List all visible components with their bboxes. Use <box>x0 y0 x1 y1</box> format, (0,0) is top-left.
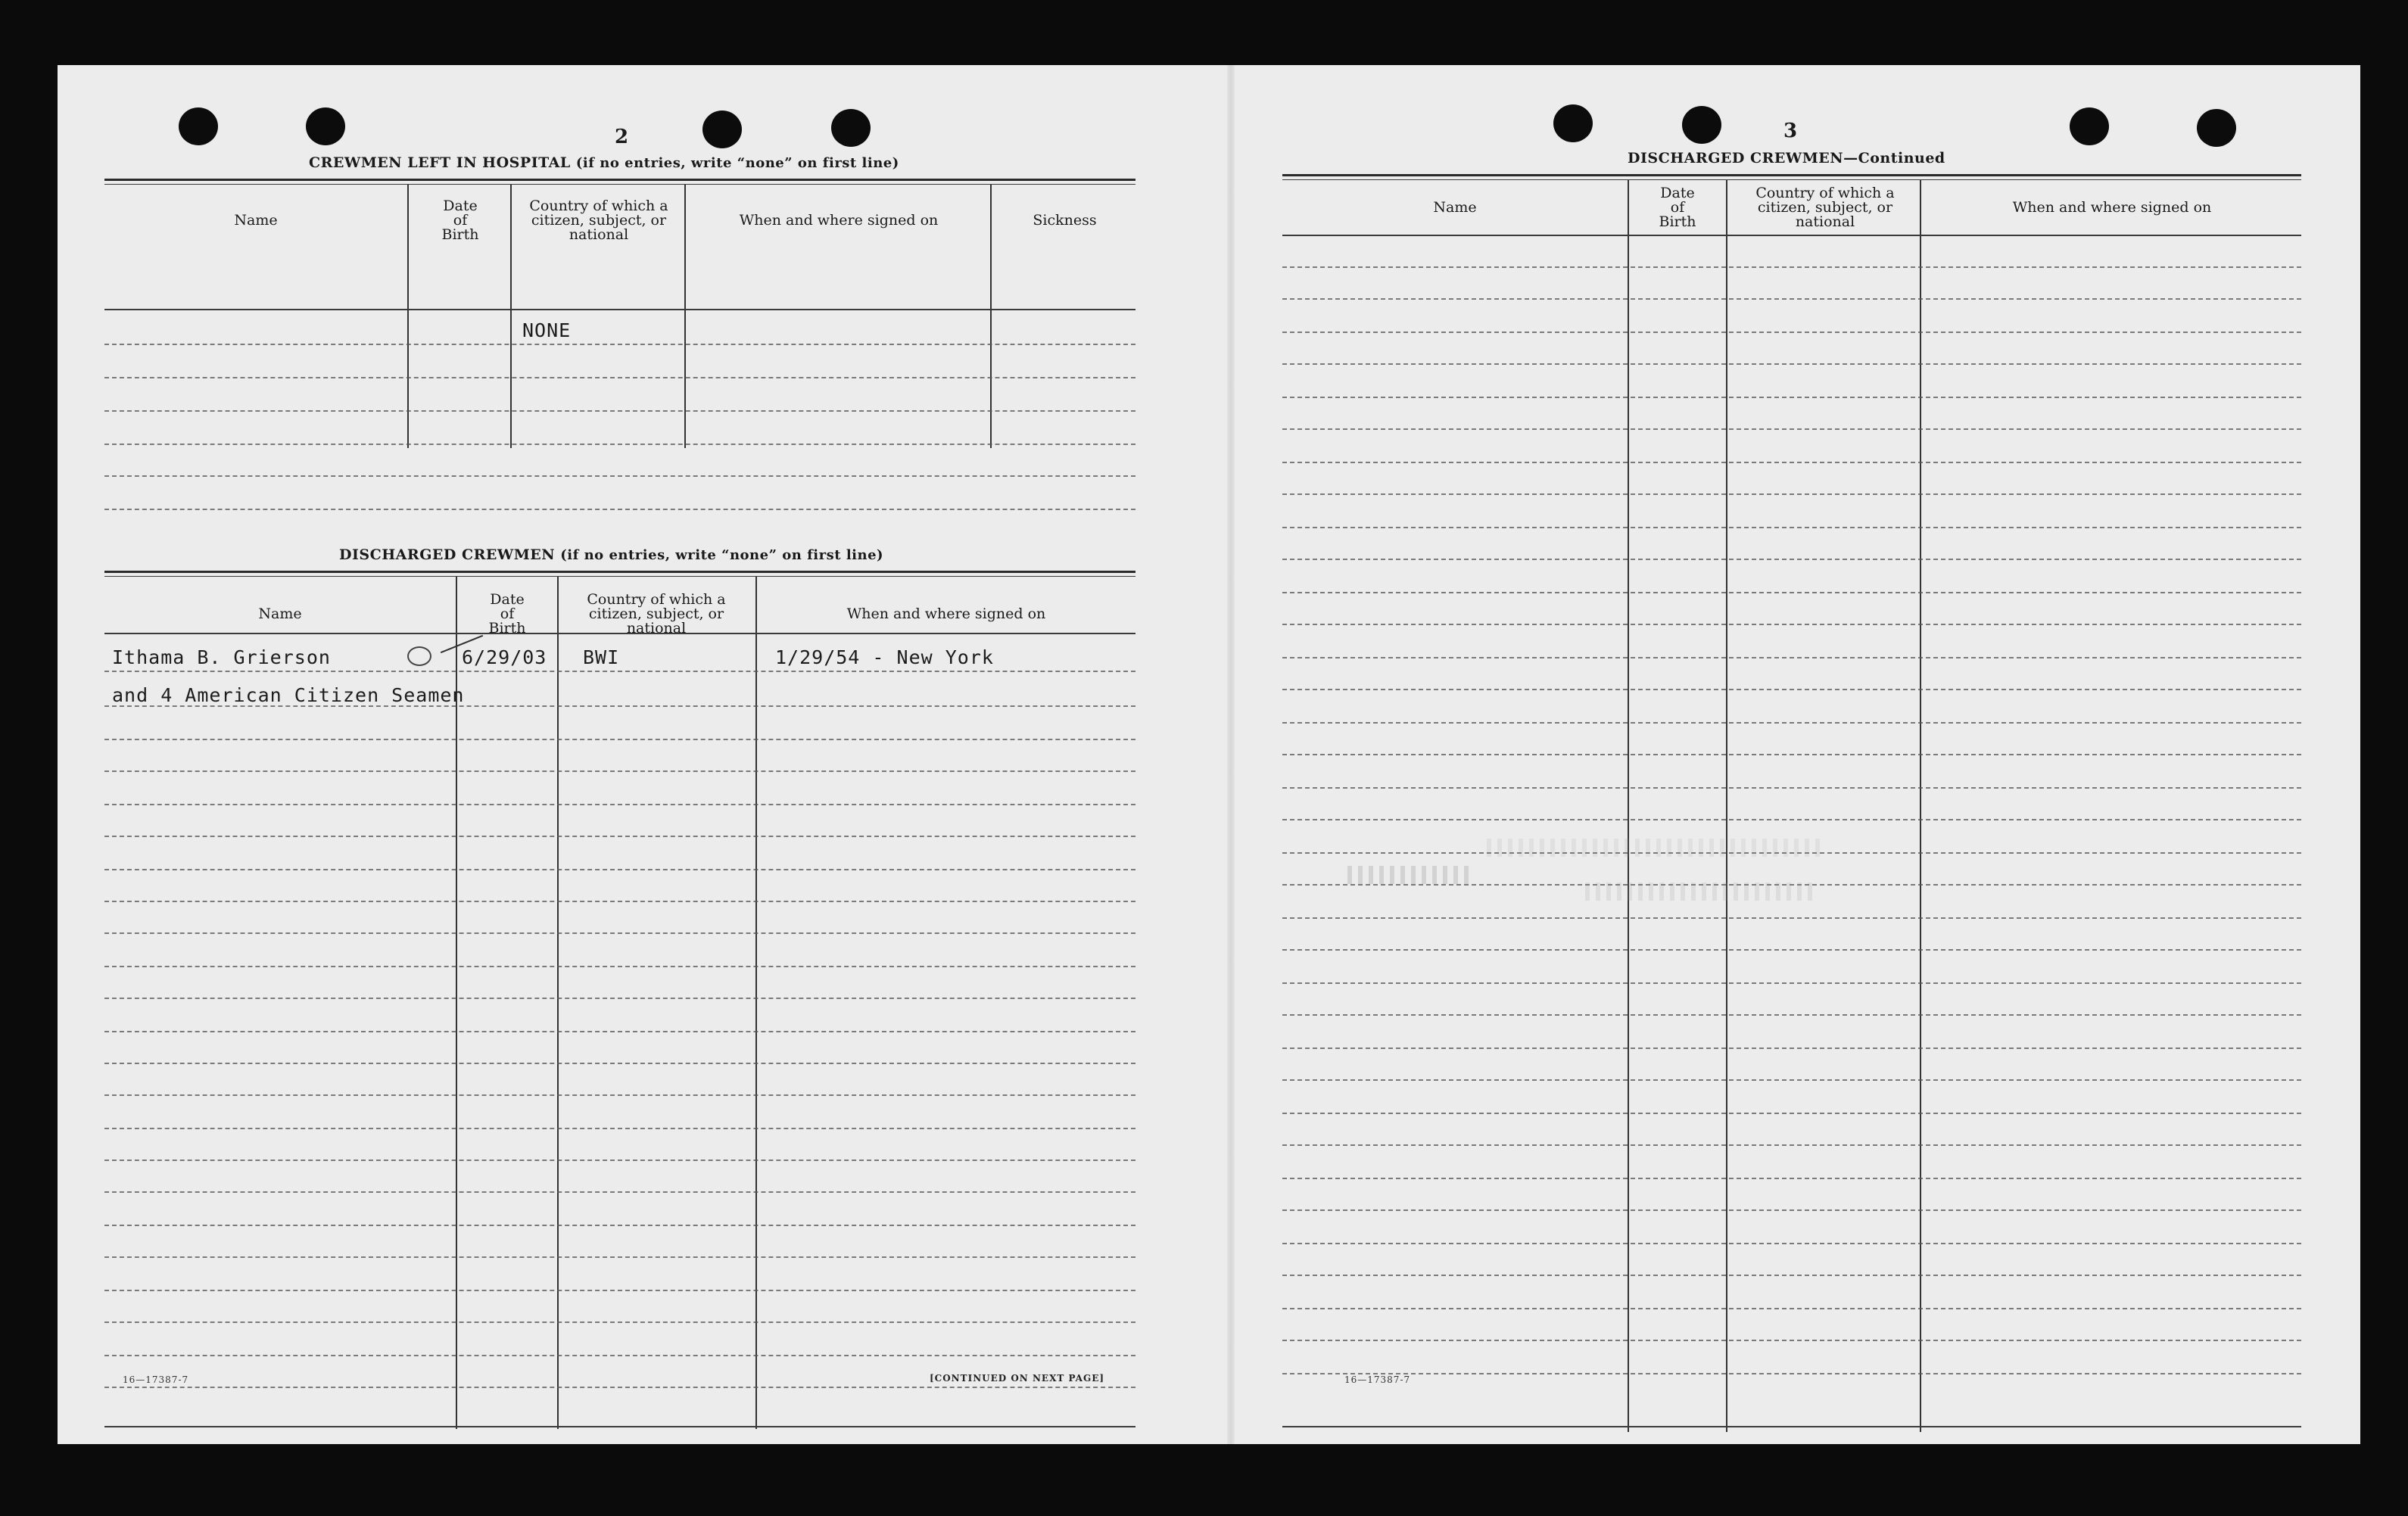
discharged-continued-table <box>1282 174 2301 1435</box>
crewman-dob: 6/29/03 <box>462 646 547 668</box>
continued-note: [CONTINUED ON NEXT PAGE] <box>930 1373 1105 1384</box>
row-line <box>104 966 1135 967</box>
left-page <box>58 65 1238 1444</box>
table-top-rule <box>104 179 1135 181</box>
row-line <box>104 1094 1135 1096</box>
row-line <box>104 671 1135 672</box>
punch-hole <box>831 109 871 147</box>
table-top-rule <box>104 184 1135 185</box>
row-line <box>1282 592 2301 593</box>
column-header-name: Name <box>258 605 302 622</box>
table-bottom-rule <box>104 1426 1135 1427</box>
row-line <box>1282 1373 2301 1374</box>
row-line <box>104 1321 1135 1323</box>
row-line <box>104 1355 1135 1356</box>
crewman-country: BWI <box>583 646 620 668</box>
row-line <box>1282 428 2301 430</box>
column-divider <box>684 185 686 448</box>
column-divider <box>557 577 559 1429</box>
discharged-table <box>104 571 1135 1434</box>
column-header-dob: Date of Birth <box>1659 184 1696 230</box>
row-line <box>1282 527 2301 528</box>
hospital-entry-none: NONE <box>522 319 572 341</box>
row-line <box>1282 689 2301 690</box>
header-rule <box>1282 235 2301 236</box>
row-line <box>104 444 1135 445</box>
crewman-name: and 4 American Citizen Seamen <box>112 684 465 706</box>
page-number: 3 <box>1783 120 1798 142</box>
row-line <box>1282 298 2301 300</box>
row-line <box>1282 657 2301 658</box>
column-divider <box>755 577 757 1429</box>
column-header-signed-on: When and where signed on <box>2012 198 2212 216</box>
column-header-dob: Date of Birth <box>488 590 526 637</box>
row-line <box>1282 1144 2301 1146</box>
row-line <box>1282 397 2301 398</box>
discharged-instruction: (if no entries, write “none” on first line) <box>560 547 884 563</box>
column-header-signed-on: When and where signed on <box>846 605 1046 622</box>
hospital-section-title <box>309 154 899 171</box>
header-rule <box>104 309 1135 310</box>
row-line <box>1282 1048 2301 1049</box>
page-number: 2 <box>615 126 629 148</box>
row-line <box>104 410 1135 412</box>
row-line <box>1282 949 2301 951</box>
row-line <box>1282 754 2301 755</box>
row-line <box>104 770 1135 772</box>
row-line <box>1282 624 2301 625</box>
row-line <box>104 377 1135 378</box>
punch-hole <box>306 107 345 145</box>
row-line <box>1282 266 2301 268</box>
row-line <box>104 932 1135 934</box>
row-line <box>104 1256 1135 1258</box>
row-line <box>104 836 1135 837</box>
column-header-country: Country of which a citizen, subject, or national <box>587 590 726 637</box>
row-line <box>1282 819 2301 820</box>
row-line <box>1282 363 2301 365</box>
row-line <box>1282 559 2301 560</box>
row-line <box>104 1063 1135 1064</box>
row-line <box>104 1225 1135 1226</box>
hospital-table <box>104 179 1135 519</box>
row-line <box>1282 1178 2301 1179</box>
punch-hole <box>702 111 742 148</box>
table-bottom-rule <box>1282 1426 2301 1427</box>
faint-show-through-marks <box>1487 839 1820 857</box>
row-line <box>1282 1014 2301 1016</box>
punch-hole <box>2070 107 2109 145</box>
punch-hole <box>179 107 218 145</box>
right-page <box>1231 65 2360 1444</box>
table-top-rule <box>104 571 1135 573</box>
hospital-instruction: (if no entries, write “none” on first line) <box>575 155 899 171</box>
row-line <box>1282 982 2301 984</box>
row-line <box>104 1387 1135 1388</box>
column-header-name: Name <box>1433 198 1477 216</box>
punch-hole <box>2197 109 2236 147</box>
row-line <box>1282 1243 2301 1244</box>
row-line <box>1282 1275 2301 1276</box>
discharged-section-title <box>339 546 883 563</box>
column-divider <box>510 185 512 448</box>
form-code: 16—17387-7 <box>123 1374 189 1385</box>
column-divider <box>407 185 409 448</box>
column-divider <box>990 185 992 448</box>
table-top-rule <box>1282 174 2301 176</box>
row-line <box>104 1128 1135 1129</box>
row-line <box>1282 1308 2301 1309</box>
row-line <box>104 344 1135 345</box>
row-line <box>1282 1340 2301 1341</box>
row-line <box>104 804 1135 805</box>
form-code: 16—17387-7 <box>1344 1374 1411 1385</box>
row-line <box>104 998 1135 999</box>
row-line <box>104 509 1135 510</box>
row-line <box>104 1290 1135 1291</box>
row-line <box>104 475 1135 477</box>
handwritten-circle-mark <box>407 646 431 666</box>
document-sheet <box>58 65 2360 1444</box>
column-header-country: Country of which a citizen, subject, or national <box>1755 184 1895 230</box>
row-line <box>1282 722 2301 724</box>
column-header-signed-on: When and where signed on <box>739 211 939 229</box>
faint-show-through-marks <box>1347 866 1469 884</box>
row-line <box>1282 917 2301 919</box>
faint-show-through-marks <box>1585 883 1812 901</box>
crewman-name: Ithama B. Grierson <box>112 646 331 668</box>
punch-hole <box>1682 106 1721 144</box>
punch-hole <box>1553 104 1593 142</box>
row-line <box>104 1031 1135 1032</box>
hospital-title-text: CREWMEN LEFT IN HOSPITAL <box>309 154 571 171</box>
row-line <box>1282 1113 2301 1114</box>
row-line <box>104 1160 1135 1161</box>
row-line <box>104 901 1135 902</box>
row-line <box>1282 332 2301 333</box>
table-top-rule <box>1282 179 2301 180</box>
column-header-sickness: Sickness <box>1033 211 1097 229</box>
column-header-country: Country of which a citizen, subject, or national <box>529 197 668 243</box>
row-line <box>1282 493 2301 495</box>
row-line <box>1282 1209 2301 1211</box>
row-line <box>104 739 1135 740</box>
discharged-continued-title: DISCHARGED CREWMEN—Continued <box>1628 150 1945 167</box>
row-line <box>1282 462 2301 463</box>
row-line <box>1282 1079 2301 1081</box>
table-top-rule <box>104 576 1135 577</box>
row-line <box>104 869 1135 870</box>
column-header-name: Name <box>234 211 278 229</box>
discharged-title-text: DISCHARGED CREWMEN <box>339 546 556 563</box>
header-rule <box>104 633 1135 634</box>
row-line <box>104 1191 1135 1193</box>
column-header-dob: Date of Birth <box>441 197 479 243</box>
crewman-signed-on: 1/29/54 - New York <box>775 646 994 668</box>
row-line <box>1282 787 2301 789</box>
